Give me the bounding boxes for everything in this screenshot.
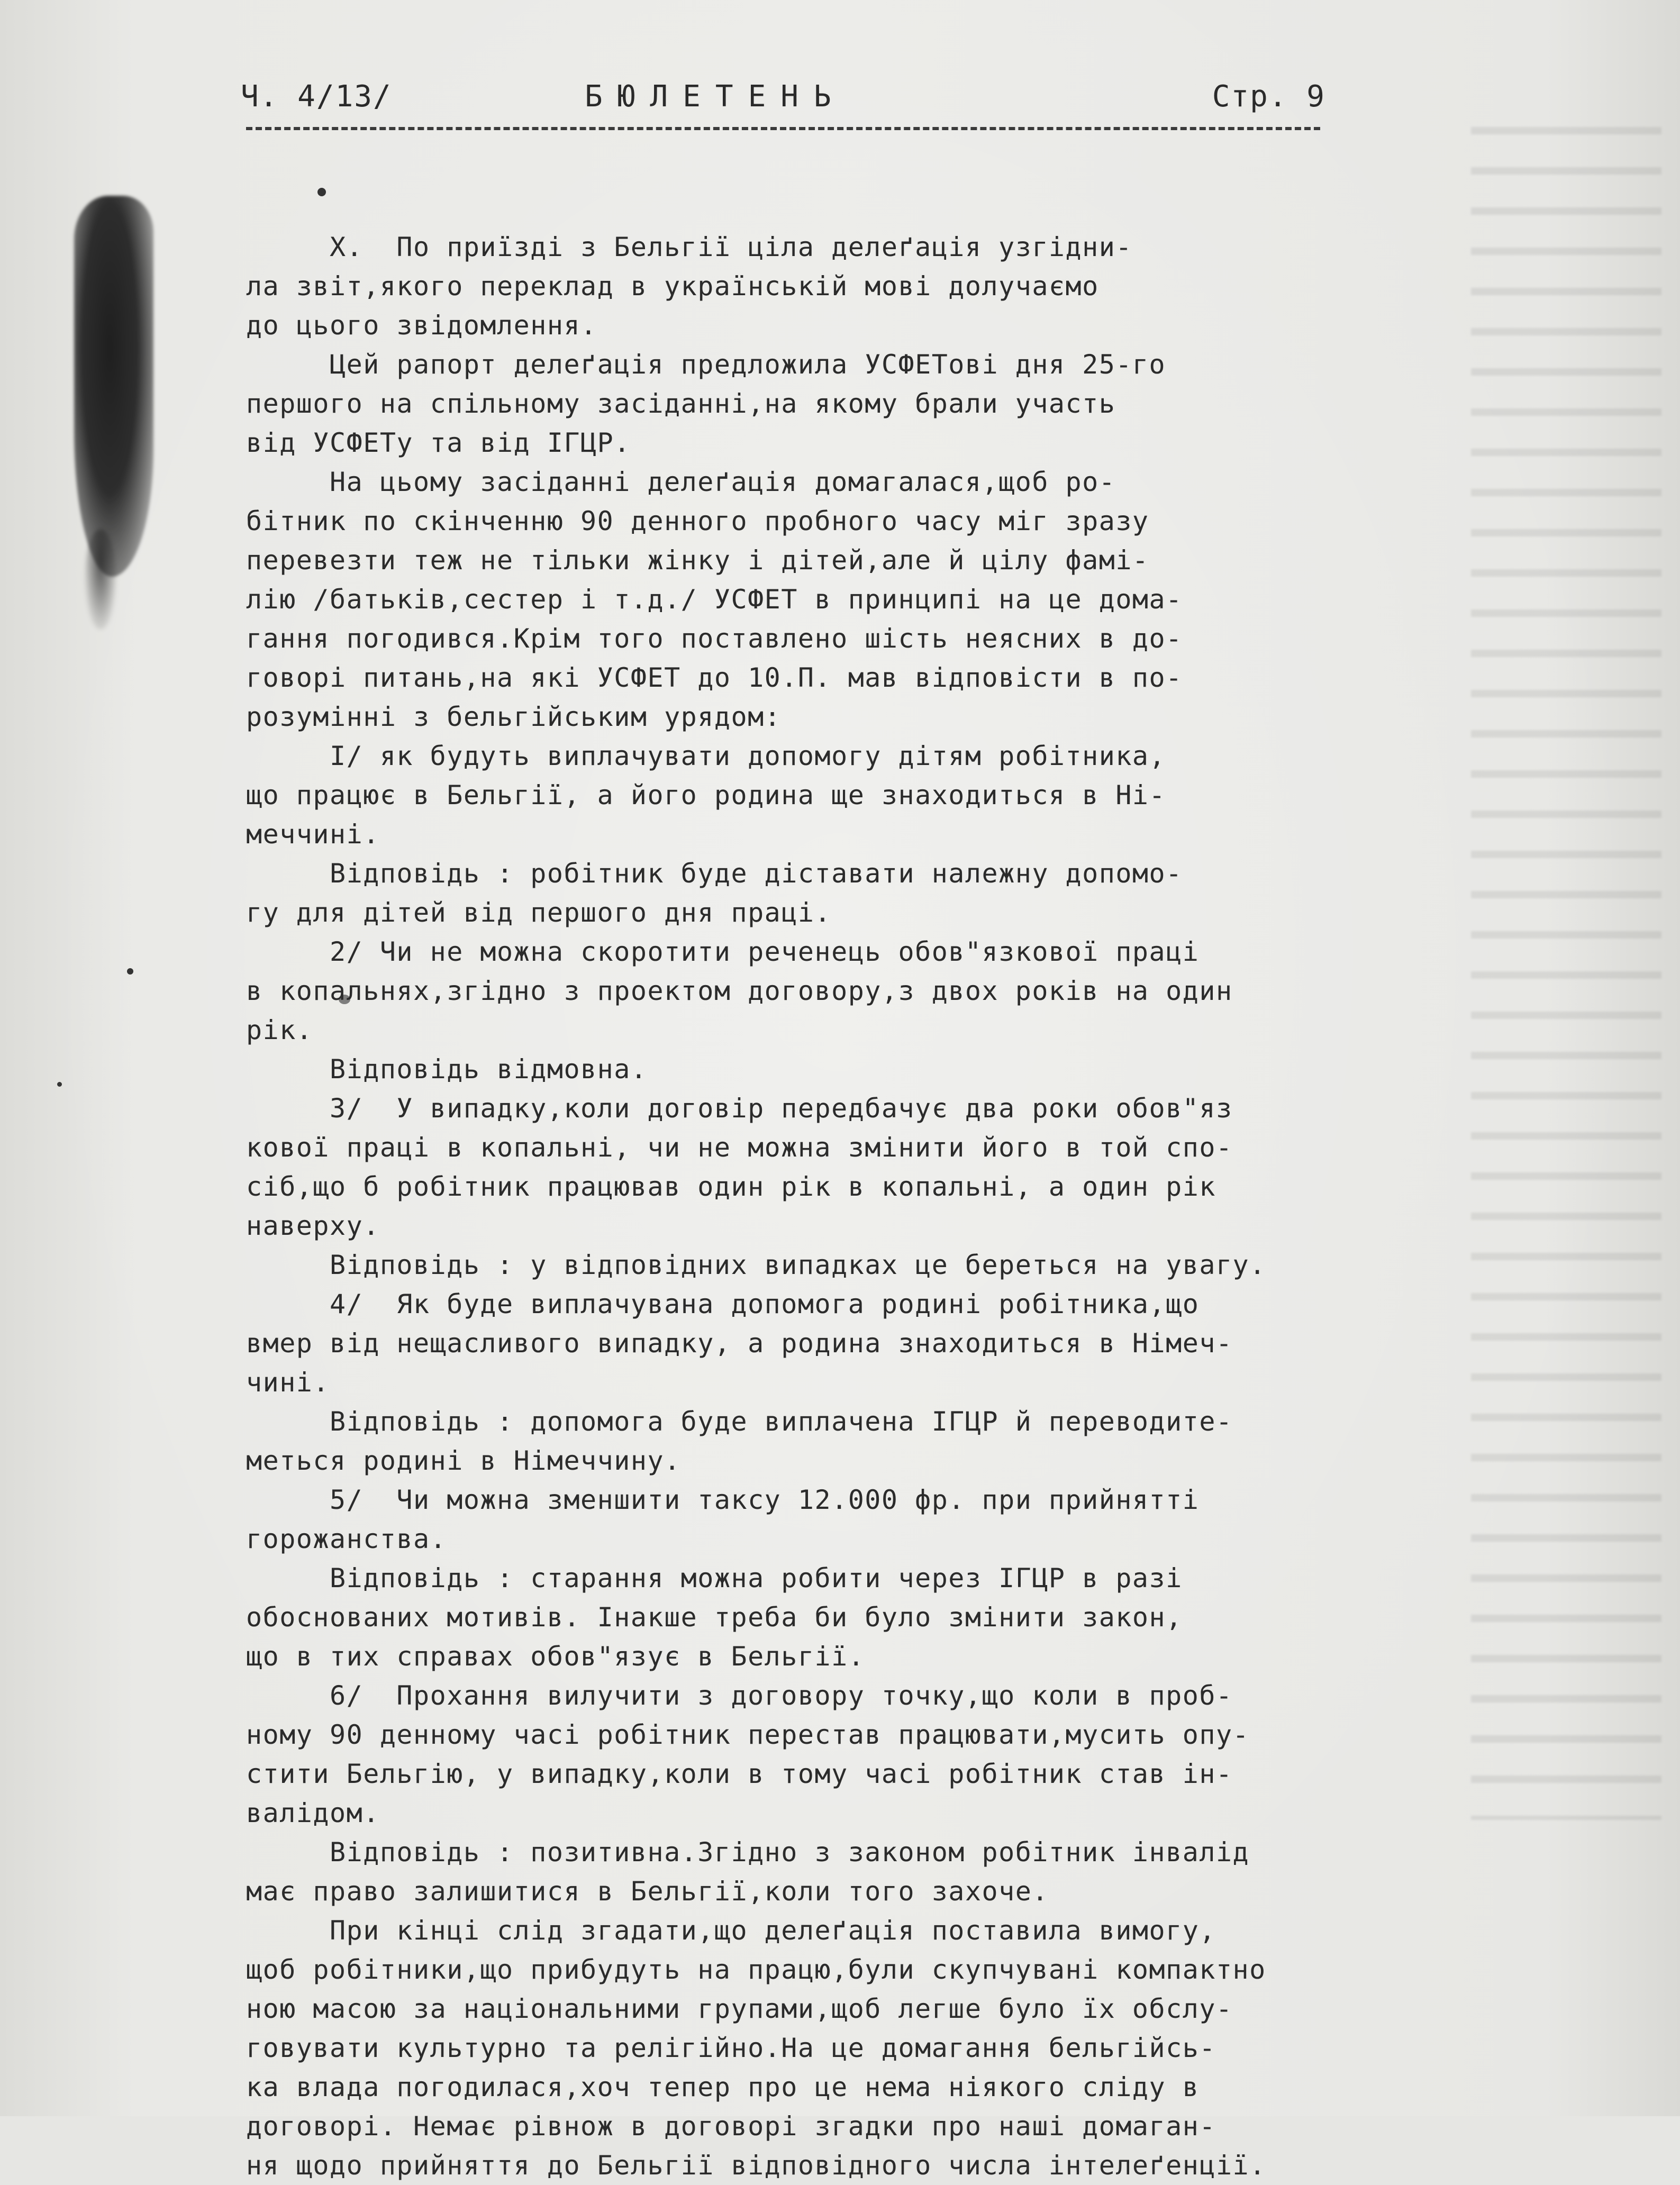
header-divider (246, 127, 1320, 130)
text-line: договорі. Немає рівнож в договорі згадки про наші домаган- (246, 2111, 1216, 2142)
document-title: БЮЛЕТЕНЬ (585, 79, 846, 114)
text-line: Цей рапорт делеґація предложила УСФЕТові дня 25-го (246, 349, 1166, 380)
text-line: що в тих справах обов"язує в Бельгії. (246, 1641, 865, 1672)
ink-speck (57, 1082, 62, 1087)
text-line: обоснованих мотивів. Інакше треба би було змінити закон, (246, 1602, 1183, 1633)
text-line: говувати культурно та релігійно.На це домагання бельгійсь- (246, 2033, 1216, 2063)
text-line: Х. По приїзді з Бельгії ціла делеґація узгідни- (246, 232, 1132, 262)
issue-number: Ч. 4/13/ (241, 79, 392, 114)
text-line: ня щодо прийняття до Бельгії відповідного числа інтелеґенції. (246, 2150, 1266, 2181)
text-line: І/ як будуть виплачувати допомогу дітям робітника, (246, 741, 1166, 771)
text-line: При кінці слід згадати,що делеґація поставила вимогу, (246, 1915, 1216, 1946)
text-line: ка влада погодилася,хоч тепер про це нема ніякого сліду в (246, 2072, 1200, 2102)
text-line: гу для дітей від першого дня праці. (246, 897, 832, 928)
text-line: стити Бельгію, у випадку,коли в тому часі робітник став ін- (246, 1759, 1233, 1789)
text-line: до цього звідомлення. (246, 310, 597, 341)
text-line: горожанства. (246, 1524, 447, 1554)
text-line: наверху. (246, 1210, 380, 1241)
text-line: ла звіт,якого переклад в українській мові долучаємо (246, 271, 1099, 302)
text-line: Відповідь : допомога буде виплачена ІГЦР й переводите- (246, 1406, 1233, 1437)
text-line: щоб робітники,що прибудуть на працю,були скупчувані компактно (246, 1954, 1266, 1985)
ink-speck (317, 188, 326, 196)
text-line: сіб,що б робітник працював один рік в копальні, а один рік (246, 1171, 1216, 1202)
text-line: На цьому засіданні делеґація домагалася,щоб ро- (246, 467, 1116, 497)
text-line: Відповідь : у відповідних випадках це береться на увагу. (246, 1250, 1266, 1280)
text-line: бітник по скінченню 90 денного пробного часу міг зразу (246, 506, 1149, 536)
text-line: вмер від нещасливого випадку, а родина знаходиться в Німеч- (246, 1328, 1233, 1359)
text-line: валідом. (246, 1798, 380, 1828)
text-line: першого на спільному засіданні,на якому брали участь (246, 388, 1116, 419)
text-line: що працює в Бельгії, а його родина ще знаходиться в Ні- (246, 780, 1166, 811)
page-number: Стр. 9 (1212, 79, 1325, 114)
text-line: кової праці в копальні, чи не можна змінити його в той спо- (246, 1132, 1233, 1163)
body-text (246, 227, 1495, 2185)
ink-speck (127, 968, 133, 975)
text-line: Відповідь : робітник буде діставати належну допомо- (246, 858, 1183, 889)
ink-stain (74, 196, 153, 577)
text-line: меччині. (246, 819, 380, 850)
text-line: перевезти теж не тільки жінку і дітей,але й цілу фамі- (246, 545, 1149, 576)
text-line: 5/ Чи можна зменшити таксу 12.000 фр. при прийнятті (246, 1485, 1200, 1515)
bleed-through-text (1471, 127, 1661, 1820)
text-line: 6/ Прохання вилучити з договору точку,що коли в проб- (246, 1680, 1233, 1711)
text-line: чині. (246, 1367, 330, 1398)
text-line: гання погодився.Крім того поставлено шість неясних в до- (246, 623, 1183, 654)
text-line: говорі питань,на які УСФЕТ до 10.П. мав відповісти в по- (246, 662, 1183, 693)
text-line: Відповідь : позитивна.Згідно з законом робітник інвалід (246, 1837, 1250, 1868)
text-line: меться родині в Німеччину. (246, 1445, 681, 1476)
text-line: ному 90 денному часі робітник перестав працювати,мусить опу- (246, 1719, 1250, 1750)
text-line: від УСФЕТу та від ІГЦР. (246, 427, 631, 458)
text-line: має право залишитися в Бельгії,коли того захоче. (246, 1876, 1049, 1907)
text-line: 3/ У випадку,коли договір передбачує два роки обов"яз (246, 1093, 1233, 1124)
text-line: 2/ Чи не можна скоротити реченець обов"язкової праці (246, 936, 1200, 967)
text-line: розумінні з бельгійським урядом: (246, 702, 782, 732)
text-line: Відповідь : старання можна робити через ІГЦР в разі (246, 1563, 1183, 1594)
text-line: в копальнях,згідно з проектом договору,з двох років на один (246, 976, 1233, 1006)
document-header (241, 79, 1325, 116)
text-line: Відповідь відмовна. (246, 1054, 648, 1085)
text-line: 4/ Як буде виплачувана допомога родині робітника,що (246, 1289, 1200, 1319)
text-line: ною масою за національними групами,щоб легше було їх обслу- (246, 1993, 1233, 2024)
ink-stain-tail (85, 529, 116, 630)
text-line: лію /батьків,сестер і т.д./ УСФЕТ в принципі на це дома- (246, 584, 1183, 615)
text-line: рік. (246, 1015, 313, 1045)
